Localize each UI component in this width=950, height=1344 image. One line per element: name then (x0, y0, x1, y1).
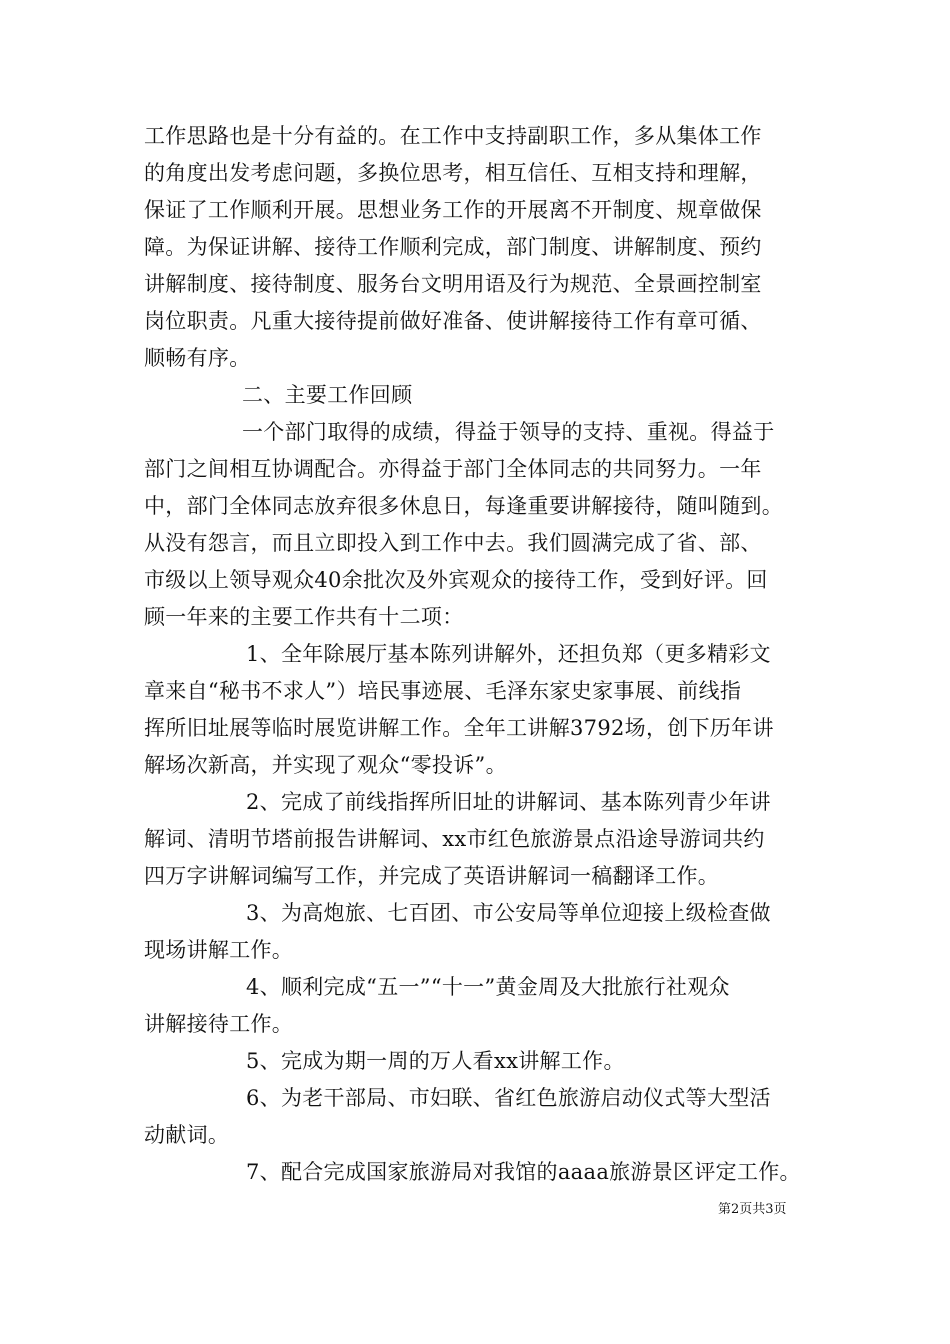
text-line: 岗位职责。凡重大接待提前做好准备、使讲解接待工作有章可循、 (144, 309, 762, 333)
text-line: 障。为保证讲解、接待工作顺利完成，部门制度、讲解制度、预约 (144, 235, 762, 259)
page-number-footer: 第2页共3页 (718, 1202, 787, 1217)
text-line: 现场讲解工作。 (144, 938, 294, 962)
text-line: 保证了工作顺利开展。思想业务工作的开展离不开制度、规章做保 (144, 198, 762, 222)
text-line: 讲解接待工作。 (144, 1012, 294, 1036)
text-line: 部门之间相互协调配合。亦得益于部门全体同志的共同努力。一年 (144, 457, 762, 481)
text-line: 4、顺利完成“五一”“十一”黄金周及大批旅行社观众 (246, 975, 730, 999)
text-line: 一个部门取得的成绩，得益于领导的支持、重视。得益于 (242, 420, 775, 444)
text-line: 解场次新高，并实现了观众“零投诉”。 (144, 753, 507, 777)
section-heading: 二、主要工作回顾 (242, 383, 413, 407)
text-line: 6、为老干部局、市妇联、省红色旅游启动仪式等大型活 (246, 1086, 771, 1110)
text-line: 5、完成为期一周的万人看xx讲解工作。 (246, 1049, 625, 1073)
text-line: 工作思路也是十分有益的。在工作中支持副职工作，多从集体工作 (144, 124, 762, 148)
text-line: 2、完成了前线指挥所旧址的讲解词、基本陈列青少年讲 (246, 790, 771, 814)
text-line: 挥所旧址展等临时展览讲解工作。全年工讲解3792场，创下历年讲 (144, 716, 774, 740)
text-line: 中，部门全体同志放弃很多休息日，每逢重要讲解接待，随叫随到。 (144, 494, 783, 518)
text-line: 3、为高炮旅、七百团、市公安局等单位迎接上级检查做 (246, 901, 771, 925)
text-line: 的角度出发考虑问题，多换位思考，相互信任、互相支持和理解， (144, 161, 762, 185)
text-line: 章来自“秘书不求人”）培民事迹展、毛泽东家史家事展、前线指 (144, 679, 742, 703)
text-line: 顾一年来的主要工作共有十二项： (144, 605, 464, 629)
text-line: 1、全年除展厅基本陈列讲解外，还担负郑（更多精彩文 (246, 642, 771, 666)
text-line: 解词、清明节塔前报告讲解词、xx市红色旅游景点沿途导游词共约 (144, 827, 765, 851)
text-line: 市级以上领导观众40余批次及外宾观众的接待工作，受到好评。回 (144, 568, 768, 592)
text-line: 从没有怨言，而且立即投入到工作中去。我们圆满完成了省、部、 (144, 531, 762, 555)
text-line: 顺畅有序。 (144, 346, 251, 370)
text-line: 四万字讲解词编写工作，并完成了英语讲解词一稿翻译工作。 (144, 864, 720, 888)
text-line: 讲解制度、接待制度、服务台文明用语及行为规范、全景画控制室 (144, 272, 762, 296)
text-line: 动献词。 (144, 1123, 230, 1147)
text-line: 7、配合完成国家旅游局对我馆的aaaa旅游景区评定工作。 (246, 1160, 801, 1184)
